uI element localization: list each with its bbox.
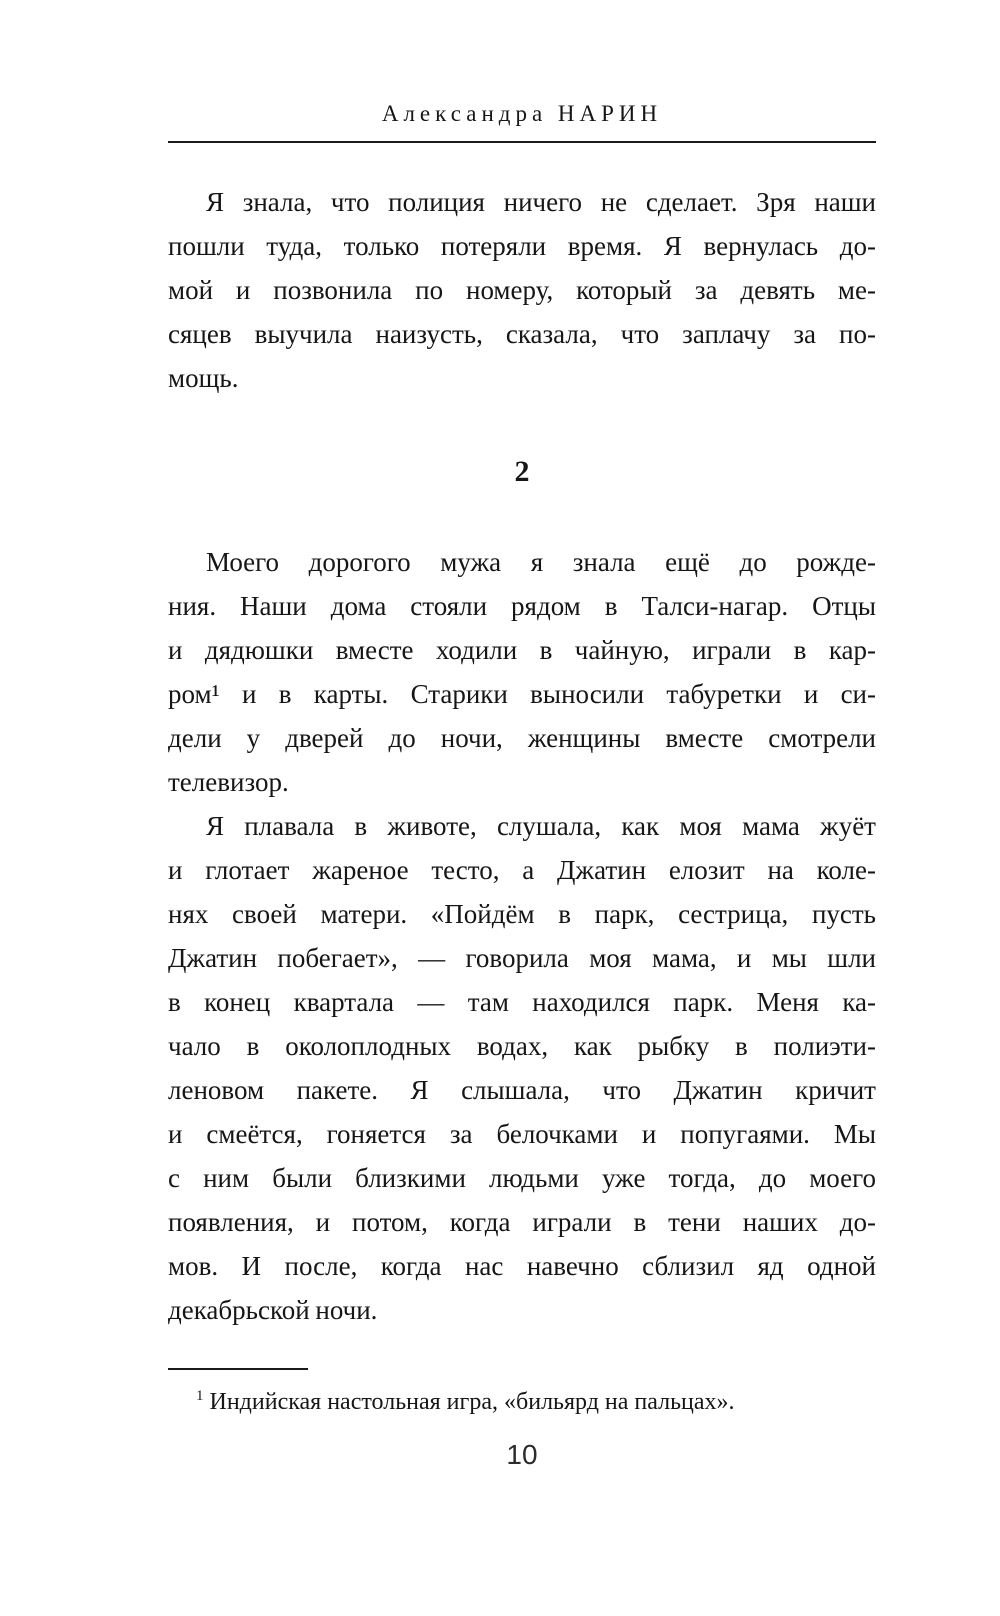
text-line: леновом пакете. Я слышала, что Джатин кричит [168,1075,876,1105]
page-number: 10 [506,1439,538,1470]
text-line: мой и позвонила по номеру, который за девять ме- [168,275,876,305]
text-line: Джатин побегает», — говорила моя мама, и мы шли [168,943,876,973]
text-line: сяцев выучила наизусть, сказала, что заплачу за по- [168,319,876,349]
text-line: пошли туда, только потеряли время. Я вернулась до- [168,231,876,261]
text-line: и глотает жареное тесто, а Джатин елозит на коле- [168,855,876,885]
text-line: чало в околоплодных водах, как рыбку в полиэти- [168,1031,876,1061]
text-line: нях своей матери. «Пойдём в парк, сестрица, пусть [168,899,876,929]
running-header-author: Александра НАРИН [381,101,663,126]
text-line: ния. Наши дома стояли рядом в Талси-нагар. Отцы [168,591,876,621]
text-block [168,0,876,1616]
footnote-marker: 1 [196,1388,204,1404]
text-line: ром¹ и в карты. Старики выносили табуретки и си- [168,679,876,709]
footnote-text: Индийская настольная игра, «бильярд на пальцах». [209,1389,735,1415]
header-rule [168,141,876,143]
text-line: Я знала, что полиция ничего не сделает. Зря наши [206,187,876,217]
text-line: и смеётся, гоняется за белочками и попугаями. Мы [168,1119,876,1149]
footnote-rule [168,1368,308,1370]
paragraph [168,180,876,400]
text-line: декабрьской ночи. [168,1295,378,1325]
text-line: дели у дверей до ночи, женщины вместе смотрели [168,723,876,753]
paragraph [168,540,876,804]
section-number: 2 [514,455,530,488]
text-line: мощь. [168,363,239,393]
text-line: с ним были близкими людьми уже тогда, до моего [168,1163,876,1193]
footnote [168,1384,876,1420]
text-line: в конец квартала — там находился парк. Меня ка- [168,987,876,1017]
text-line: мов. И после, когда нас навечно сблизил яд одной [168,1251,876,1281]
text-line: телевизор. [168,767,289,797]
paragraph [168,804,876,1332]
text-line: появления, и потом, когда играли в тени наших до- [168,1207,876,1237]
text-line: Я плавала в животе, слушала, как моя мама жуёт [206,811,876,841]
text-line: Моего дорогого мужа я знала ещё до рожде- [206,547,876,577]
text-line: и дядюшки вместе ходили в чайную, играли в кар- [168,635,876,665]
